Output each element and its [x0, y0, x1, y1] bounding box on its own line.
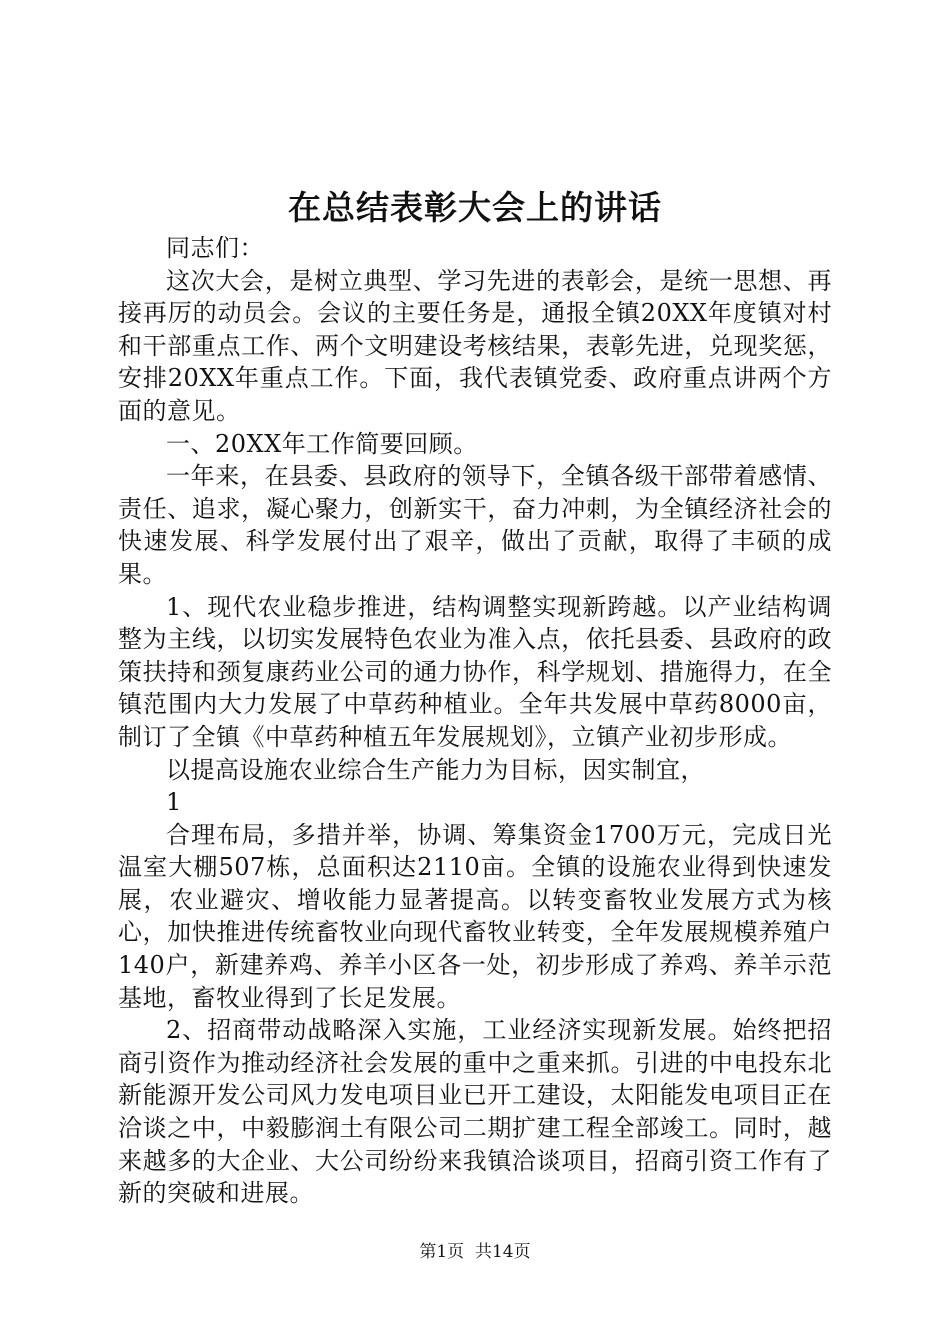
body-paragraph: 一年来，在县委、县政府的领导下，全镇各级干部带着感情、责任、追求，凝心聚力，创新实干，奋力冲刺，为全镇经济社会的快速发展、科学发展付出了艰辛，做出了贡献，取得了丰硕的成果。: [118, 462, 832, 588]
page-number-label: 第1页 共14页: [419, 1242, 531, 1262]
salutation-paragraph: 同志们：: [166, 234, 264, 262]
document-body: [118, 232, 832, 1210]
body-paragraph: 2、招商带动战略深入实施，工业经济实现新发展。始终把招商引资作为推动经济社会发展的重中之重来抓。引进的中电投东北新能源开发公司风力发电项目业已开工建设，太阳能发电项目正在洽谈之中，中毅膨润土有限公司二期扩建工程全部竣工。同时，越来越多的大企业、大公司纷纷来我镇洽谈项目，招商引资工作有了新的突破和进展。: [118, 1016, 832, 1208]
document-title: 在总结表彰大会上的讲话: [288, 188, 662, 227]
body-paragraph: 这次大会，是树立典型、学习先进的表彰会，是统一思想、再接再厉的动员会。会议的主要任务是，通报全镇20XX年度镇对村和干部重点工作、两个文明建设考核结果，表彰先进，兑现奖惩，安排20XX年重点工作。下面，我代表镇党委、政府重点讲两个方面的意见。: [118, 266, 832, 425]
section-heading: 一、20XX年工作简要回顾。: [166, 429, 478, 458]
page-footer: [0, 1240, 950, 1264]
body-paragraph: 合理布局，多措并举，协调、筹集资金1700万元，完成日光温室大棚507栋，总面积达2110亩。全镇的设施农业得到快速发展，农业避灾、增收能力显著提高。以转变畜牧业发展方式为核心，加快推进传统畜牧业向现代畜牧业转变，全年发展规模养殖户140户，新建养鸡、养羊小区各一处，初步形成了养鸡、养羊示范基地，畜牧业得到了长足发展。: [118, 820, 832, 1012]
body-paragraph: 以提高设施农业综合生产能力为目标，因实制宜，: [166, 755, 705, 784]
body-paragraph: 1、现代农业稳步推进，结构调整实现新跨越。以产业结构调整为主线，以切实发展特色农业为准入点，依托县委、县政府的政策扶持和颈复康药业公司的通力协作，科学规划、措施得力，在全镇范围内大力发展了中草药种植业。全年共发展中草药8000亩，制订了全镇《中草药种植五年发展规划》，立镇产业初步形成。: [118, 592, 832, 751]
inline-number: 1: [166, 788, 182, 817]
